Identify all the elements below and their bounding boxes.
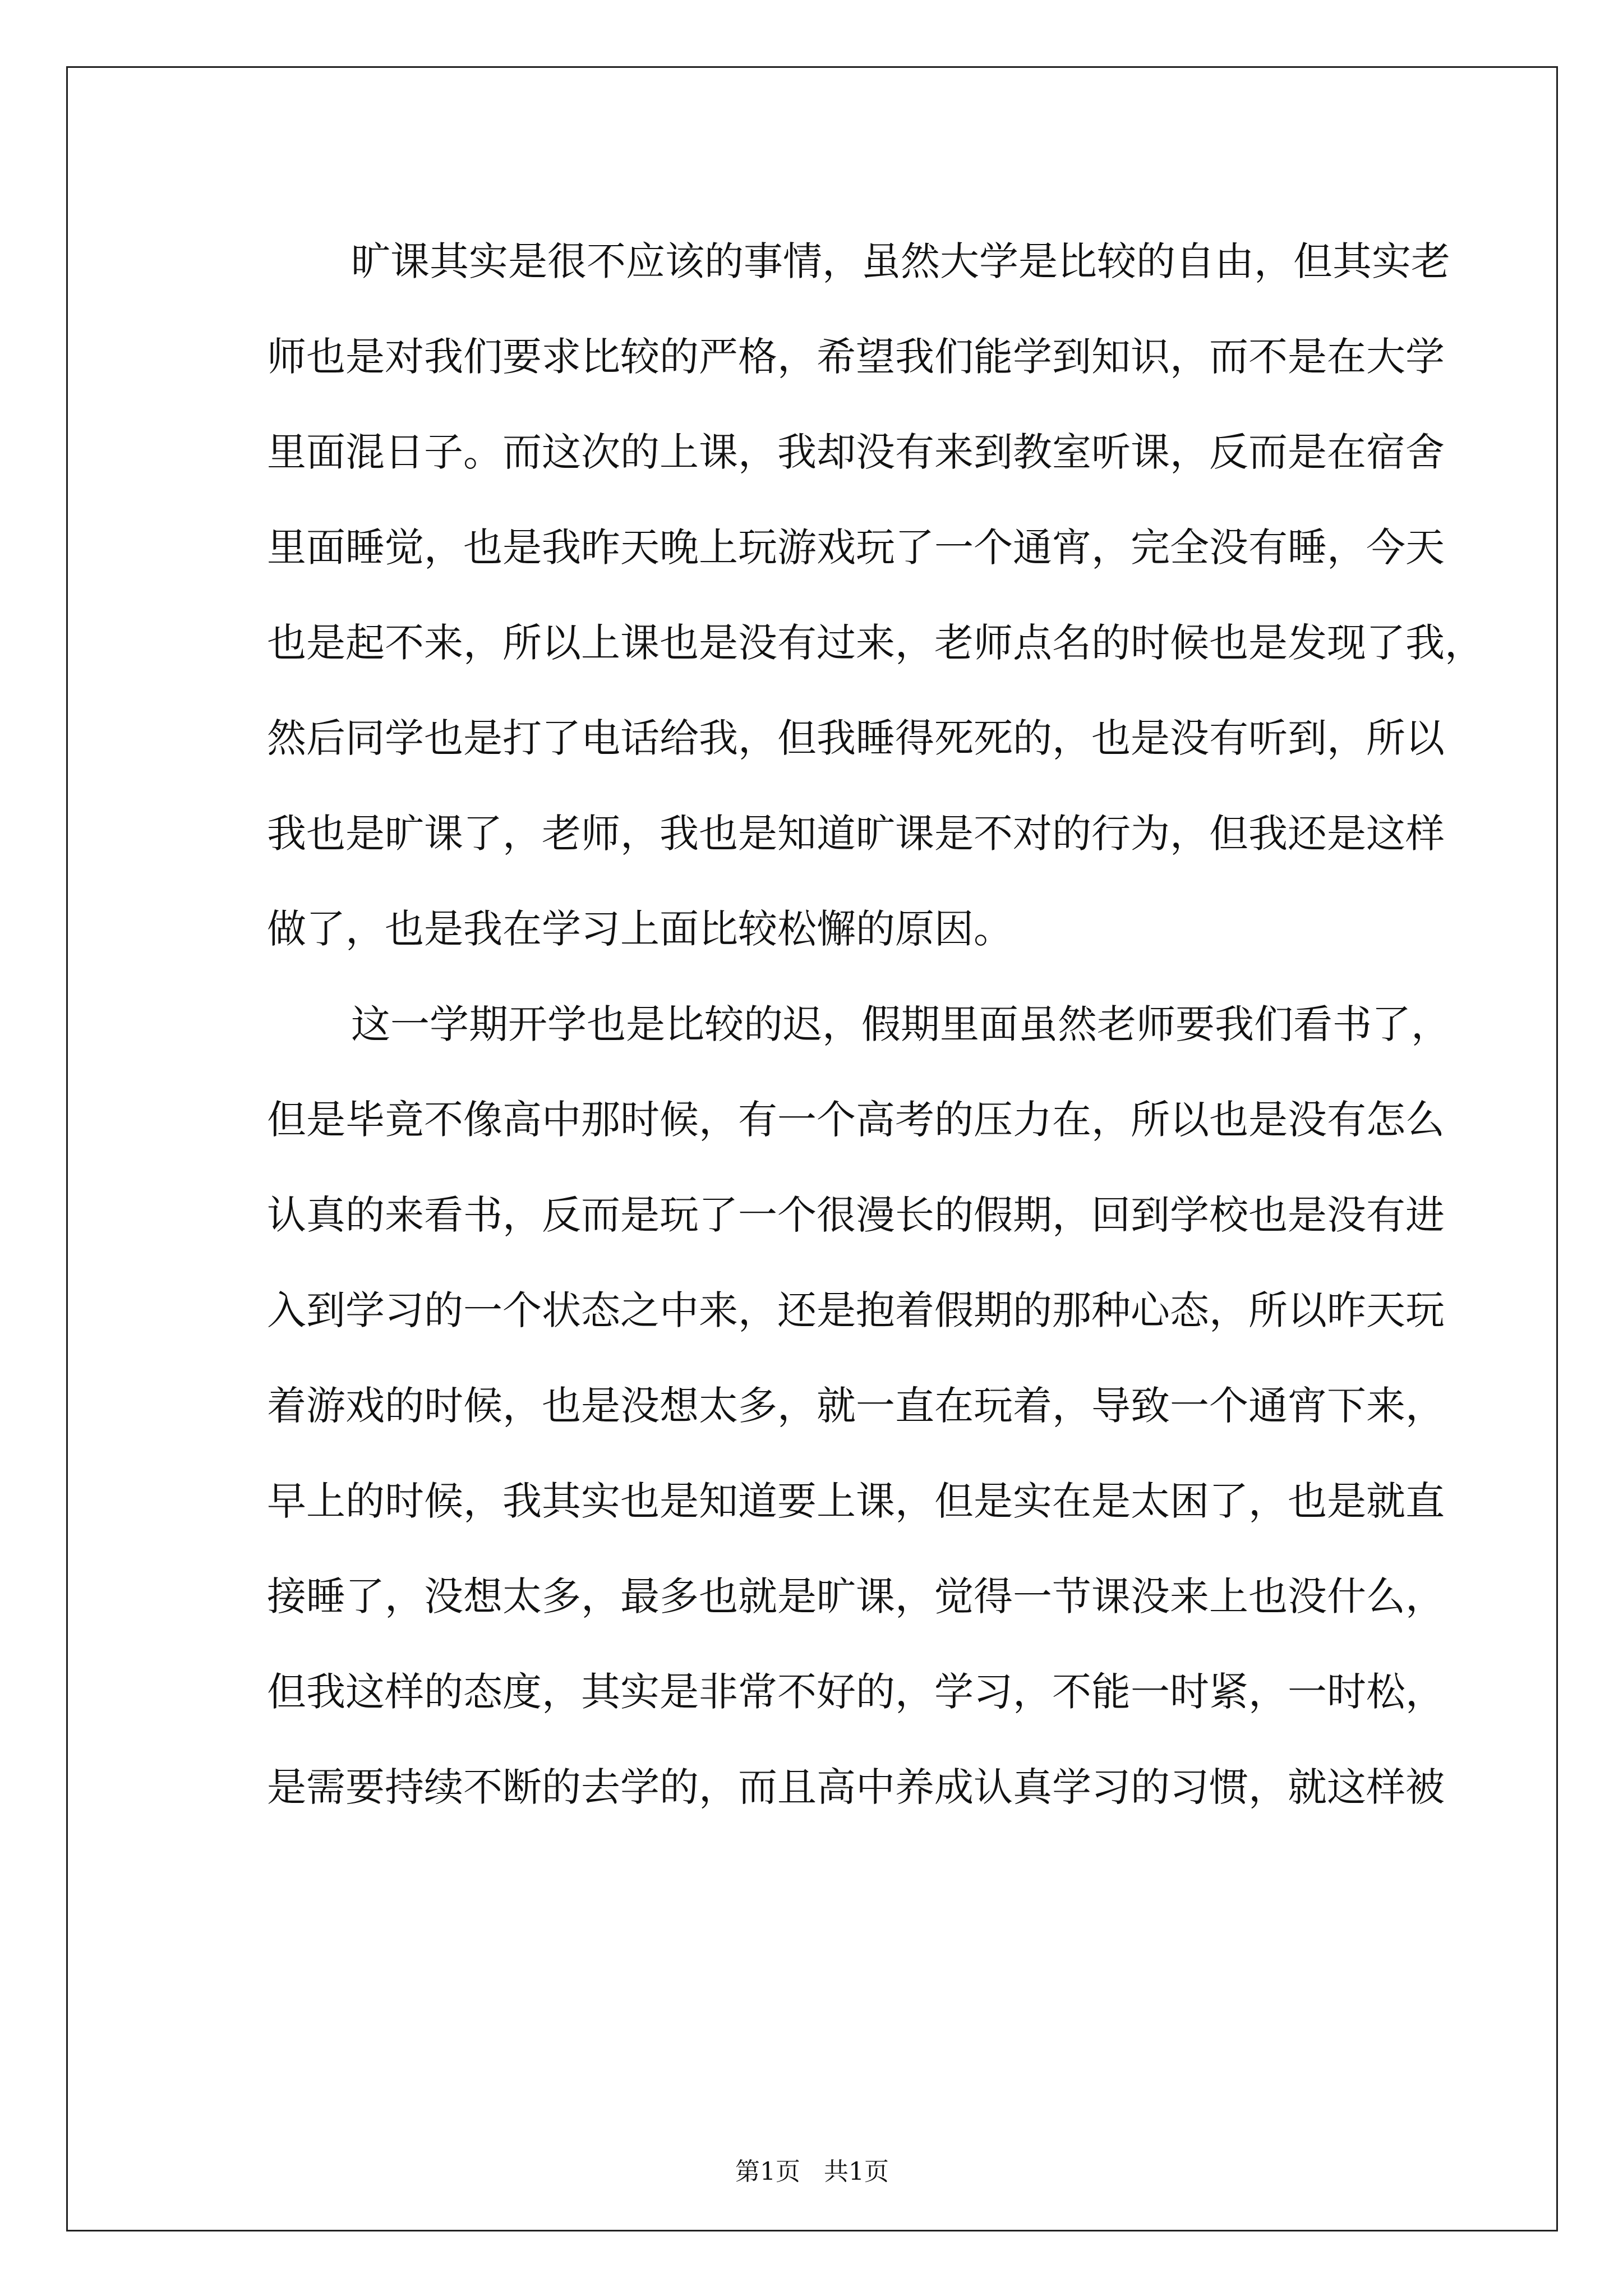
- text-line: 是需要持续不断的去学的，而且高中养成认真学习的习惯，就这样被: [267, 1764, 1445, 1810]
- document-body: [68, 68, 1556, 2230]
- text-line: 但是毕竟不像高中那时候，有一个高考的压力在，所以也是没有怎么: [267, 1097, 1445, 1143]
- text-line: 师也是对我们要求比较的严格，希望我们能学到知识，而不是在大学: [267, 334, 1445, 380]
- page-footer: 第1页 共1页: [735, 2157, 889, 2186]
- page-frame: [66, 66, 1558, 2231]
- text-line: 我也是旷课了，老师，我也是知道旷课是不对的行为，但我还是这样: [267, 811, 1445, 857]
- text-line: 然后同学也是打了电话给我，但我睡得死死的，也是没有听到，所以: [267, 715, 1445, 761]
- text-line: 旷课其实是很不应该的事情，虽然大学是比较的自由，但其实老: [351, 238, 1450, 284]
- text-line: 入到学习的一个状态之中来，还是抱着假期的那种心态，所以昨天玩: [267, 1287, 1445, 1333]
- text-line: 也是起不来，所以上课也是没有过来，老师点名的时候也是发现了我，: [267, 620, 1484, 666]
- text-line: 早上的时候，我其实也是知道要上课，但是实在是太困了，也是就直: [267, 1478, 1445, 1524]
- text-line: 着游戏的时候，也是没想太多，就一直在玩着，导致一个通宵下来，: [267, 1383, 1445, 1429]
- text-line: 做了，也是我在学习上面比较松懈的原因。: [267, 906, 1013, 952]
- text-line: 这一学期开学也是比较的迟，假期里面虽然老师要我们看书了，: [351, 1001, 1450, 1047]
- text-line: 里面睡觉，也是我昨天晚上玩游戏玩了一个通宵，完全没有睡，今天: [267, 524, 1445, 570]
- text-line: 认真的来看书，反而是玩了一个很漫长的假期，回到学校也是没有进: [267, 1192, 1445, 1238]
- text-line: 里面混日子。而这次的上课，我却没有来到教室听课，反而是在宿舍: [267, 429, 1445, 475]
- text-line: 接睡了，没想太多，最多也就是旷课，觉得一节课没来上也没什么，: [267, 1573, 1445, 1619]
- text-line: 但我这样的态度，其实是非常不好的，学习，不能一时紧，一时松，: [267, 1669, 1445, 1715]
